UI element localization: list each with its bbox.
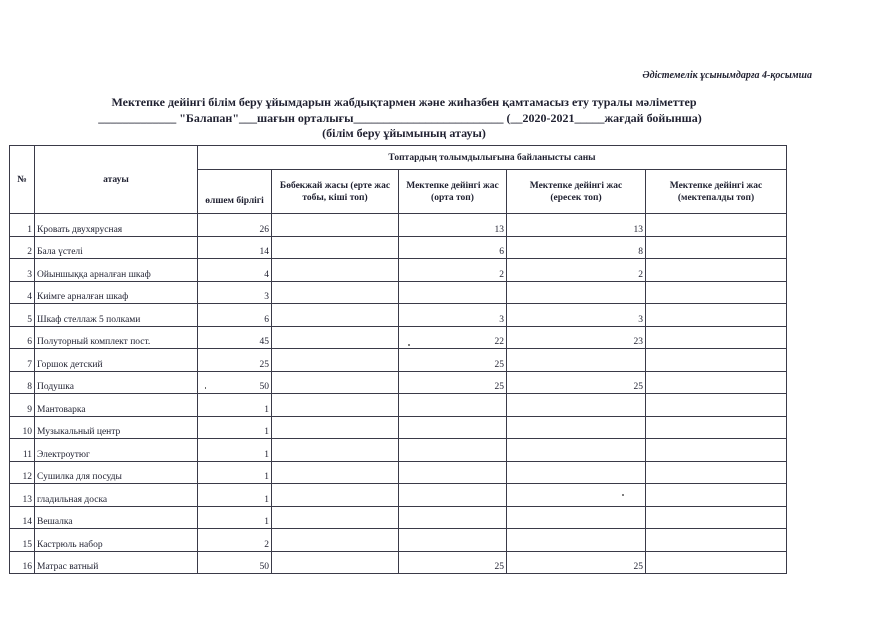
item-name: Сушилка для посуды [35, 461, 198, 484]
item-middle-count [399, 394, 507, 417]
item-preschool-count [646, 371, 787, 394]
item-unit-count: 6 [198, 304, 272, 327]
header-num: № [10, 146, 35, 214]
item-unit-count: 25 [198, 349, 272, 372]
item-middle-count [399, 484, 507, 507]
item-name: Матрас ватный [35, 551, 198, 574]
table-row [10, 326, 787, 349]
item-unit-count: 1 [198, 461, 272, 484]
table-row [10, 551, 787, 574]
item-name: Электроутюг [35, 439, 198, 462]
item-nursery-count [272, 281, 399, 304]
item-senior-count [507, 394, 646, 417]
item-unit-count: 4 [198, 259, 272, 282]
table-row [10, 349, 787, 372]
item-nursery-count [272, 349, 399, 372]
item-senior-count [507, 484, 646, 507]
table-row [10, 259, 787, 282]
item-preschool-count [646, 439, 787, 462]
equipment-table [9, 145, 787, 574]
item-preschool-count [646, 416, 787, 439]
table-row [10, 394, 787, 417]
item-nursery-count [272, 416, 399, 439]
item-name: Кастрюль набор [35, 529, 198, 552]
item-name: Шкаф стеллаж 5 полками [35, 304, 198, 327]
item-preschool-count [646, 281, 787, 304]
item-preschool-count [646, 259, 787, 282]
table-row [10, 439, 787, 462]
item-preschool-count [646, 214, 787, 237]
item-middle-count: 13 [399, 214, 507, 237]
item-middle-count: 25 [399, 551, 507, 574]
item-senior-count: 25 [507, 551, 646, 574]
item-preschool-count [646, 304, 787, 327]
item-unit-count: 1 [198, 439, 272, 462]
item-middle-count [399, 439, 507, 462]
item-name: Горшок детский [35, 349, 198, 372]
row-number: 2 [10, 236, 35, 259]
item-name: Мантоварка [35, 394, 198, 417]
item-nursery-count [272, 506, 399, 529]
item-unit-count: 1 [198, 416, 272, 439]
row-number: 8 [10, 371, 35, 394]
item-nursery-count [272, 529, 399, 552]
item-name: Вешалка [35, 506, 198, 529]
item-senior-count: 8 [507, 236, 646, 259]
row-number: 7 [10, 349, 35, 372]
item-unit-count: 1 [198, 484, 272, 507]
table-row [10, 529, 787, 552]
item-senior-count [507, 461, 646, 484]
item-preschool-count [646, 236, 787, 259]
row-number: 3 [10, 259, 35, 282]
header-group: Топтардың толымдылығына байланысты саны [198, 146, 787, 170]
item-nursery-count [272, 461, 399, 484]
item-nursery-count [272, 439, 399, 462]
item-preschool-count [646, 326, 787, 349]
item-name: Подушка [35, 371, 198, 394]
row-number: 10 [10, 416, 35, 439]
appendix-label: Әдістемелік ұсынымдарға 4-қосымша [642, 70, 812, 81]
item-senior-count: 23 [507, 326, 646, 349]
item-senior-count [507, 416, 646, 439]
item-name: гладильная доска [35, 484, 198, 507]
row-number: 5 [10, 304, 35, 327]
item-preschool-count [646, 506, 787, 529]
item-middle-count: 3 [399, 304, 507, 327]
item-preschool-count [646, 529, 787, 552]
header-name: атауы [35, 146, 198, 214]
item-senior-count: 13 [507, 214, 646, 237]
row-number: 11 [10, 439, 35, 462]
header-preschool: Мектепке дейінгі жас (мектепалды топ) [646, 170, 787, 214]
header-middle: Мектепке дейінгі жас (орта топ) [399, 170, 507, 214]
item-nursery-count [272, 371, 399, 394]
row-number: 13 [10, 484, 35, 507]
item-middle-count: 6 [399, 236, 507, 259]
item-nursery-count [272, 304, 399, 327]
item-unit-count: 1 [198, 506, 272, 529]
item-preschool-count [646, 551, 787, 574]
item-name: Киімге арналған шкаф [35, 281, 198, 304]
item-senior-count [507, 506, 646, 529]
item-nursery-count [272, 551, 399, 574]
item-senior-count: 2 [507, 259, 646, 282]
item-unit-count: 1 [198, 394, 272, 417]
row-number: 12 [10, 461, 35, 484]
row-number: 6 [10, 326, 35, 349]
item-preschool-count [646, 394, 787, 417]
item-middle-count [399, 461, 507, 484]
table-row [10, 371, 787, 394]
scan-speck [408, 344, 410, 346]
item-unit-count: 14 [198, 236, 272, 259]
row-number: 15 [10, 529, 35, 552]
item-middle-count [399, 506, 507, 529]
table-row [10, 506, 787, 529]
header-senior: Мектепке дейінгі жас (ересек топ) [507, 170, 646, 214]
item-name: Кровать двухярусная [35, 214, 198, 237]
scan-speck [622, 494, 624, 496]
item-nursery-count [272, 214, 399, 237]
table-row [10, 304, 787, 327]
item-senior-count [507, 439, 646, 462]
item-middle-count [399, 281, 507, 304]
item-nursery-count [272, 394, 399, 417]
item-unit-count: 3 [198, 281, 272, 304]
scan-speck [205, 387, 206, 389]
table-row [10, 281, 787, 304]
item-middle-count [399, 529, 507, 552]
item-unit-count: 50 [198, 371, 272, 394]
document-title: Мектепке дейінгі білім беру ұйымдарын жабдықтармен және жиһазбен қамтамасыз ету туралы мәліметтер [111, 95, 697, 109]
item-middle-count: 22 [399, 326, 507, 349]
item-nursery-count [272, 484, 399, 507]
header-nursery: Бөбекжай жасы (ерте жас тобы, кіші топ) [272, 170, 399, 214]
item-unit-count: 45 [198, 326, 272, 349]
table-row [10, 236, 787, 259]
item-middle-count: 25 [399, 371, 507, 394]
row-number: 9 [10, 394, 35, 417]
item-unit-count: 2 [198, 529, 272, 552]
item-name: Полуторный комплект пост. [35, 326, 198, 349]
item-middle-count [399, 416, 507, 439]
row-number: 16 [10, 551, 35, 574]
table-row [10, 461, 787, 484]
table-row [10, 484, 787, 507]
table-row [10, 214, 787, 237]
item-unit-count: 26 [198, 214, 272, 237]
item-preschool-count [646, 484, 787, 507]
row-number: 1 [10, 214, 35, 237]
organization-line: _____________ "Балапан"___шағын орталығы_________________________ (__2020-2021_____жағдай бойынша) [98, 111, 702, 125]
item-senior-count [507, 281, 646, 304]
item-name: Бала үстелі [35, 236, 198, 259]
item-middle-count: 2 [399, 259, 507, 282]
item-preschool-count [646, 461, 787, 484]
item-preschool-count [646, 349, 787, 372]
item-middle-count: 25 [399, 349, 507, 372]
item-nursery-count [272, 259, 399, 282]
item-nursery-count [272, 236, 399, 259]
item-nursery-count [272, 326, 399, 349]
item-name: Ойыншыққа арналған шкаф [35, 259, 198, 282]
table-row [10, 416, 787, 439]
item-senior-count [507, 529, 646, 552]
item-name: Музыкальный центр [35, 416, 198, 439]
row-number: 4 [10, 281, 35, 304]
item-senior-count: 25 [507, 371, 646, 394]
header-unit: өлшем бірлігі [198, 170, 272, 214]
item-unit-count: 50 [198, 551, 272, 574]
row-number: 14 [10, 506, 35, 529]
item-senior-count [507, 349, 646, 372]
organization-caption: (білім беру ұйымының атауы) [322, 126, 486, 140]
item-senior-count: 3 [507, 304, 646, 327]
